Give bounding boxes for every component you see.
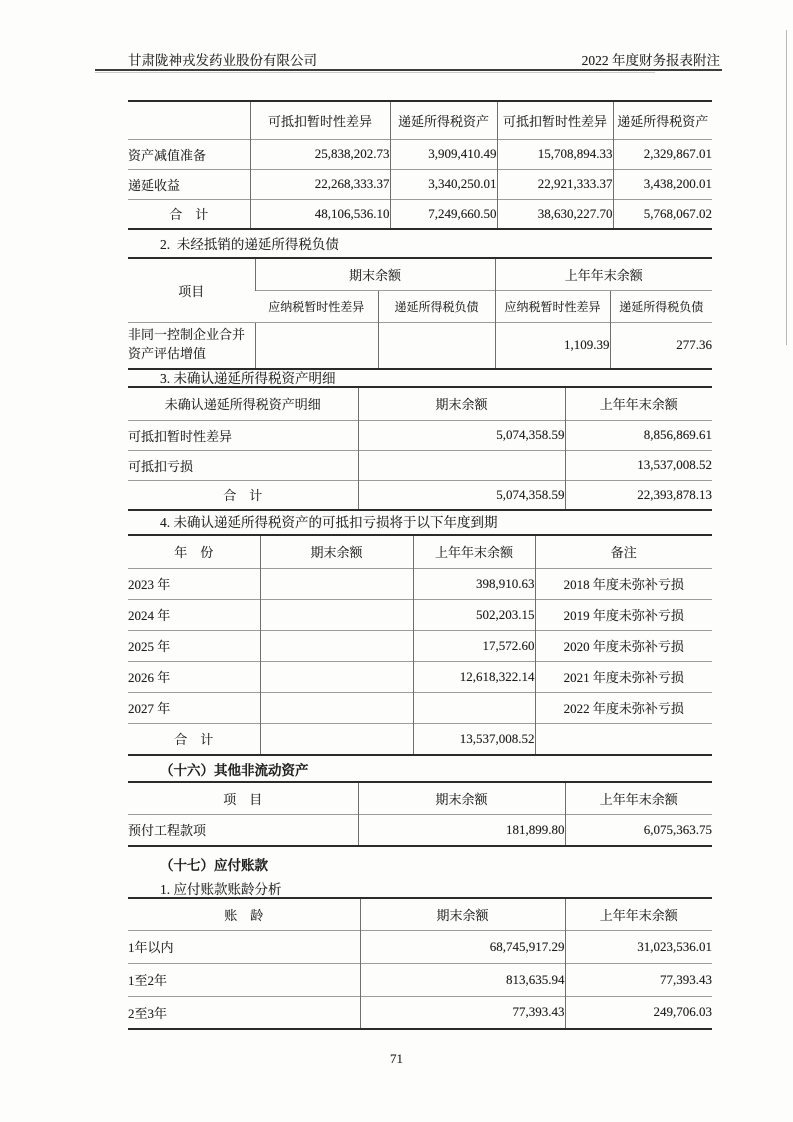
column-header: 上年年末余额: [565, 387, 712, 420]
cell-value: 502,203.15: [413, 599, 535, 630]
cell-value: 3,340,250.01: [390, 169, 497, 199]
header-rule-echo: [95, 72, 655, 73]
column-header: 递延所得税资产: [390, 101, 497, 139]
table-row: [128, 169, 712, 199]
cell-value: 181,899.80: [358, 814, 565, 846]
row-label: 2至3年: [128, 996, 360, 1029]
total-row: [128, 480, 712, 510]
table-row: [128, 814, 712, 846]
table-row: [128, 661, 712, 692]
column-header: 项目: [178, 283, 205, 299]
column-header: 年 份: [174, 545, 214, 561]
cell-value: 22,393,878.13: [565, 480, 712, 510]
cell-value: 68,745,917.29: [360, 930, 565, 963]
cell-value: 2,329,867.01: [613, 139, 712, 169]
row-label: 2023 年: [128, 568, 260, 599]
deferred-tax-liabilities-table: [128, 257, 712, 370]
row-label: 合 计: [128, 480, 358, 510]
total-row: [128, 723, 712, 755]
table-header-row: [128, 101, 712, 139]
remark-cell: 2022 年度未弥补亏损: [535, 692, 712, 723]
table-row: [128, 420, 712, 450]
section-heading-17: （十七）应付账款: [160, 858, 268, 873]
cell-value: 22,921,333.37: [497, 169, 613, 199]
document-title: 2022 年度财务报表附注: [581, 53, 720, 68]
table-header-row: [128, 258, 712, 290]
table-row: [128, 322, 712, 369]
remark-cell: 2020 年度未弥补亏损: [535, 630, 712, 661]
cell-value: [260, 630, 413, 661]
cell-value: [255, 322, 378, 369]
unrecognized-dta-table: [128, 386, 712, 511]
cell-value: 77,393.43: [360, 996, 565, 1029]
row-label: 预付工程款项: [128, 814, 358, 846]
cell-value: 8,856,869.61: [565, 420, 712, 450]
row-label: 可抵扣亏损: [128, 450, 358, 480]
section-heading-17-1: 1. 应付账款账龄分析: [160, 882, 282, 897]
column-group-header: 上年年末余额: [495, 258, 712, 290]
column-header: 项 目: [223, 791, 263, 807]
cell-value: [260, 723, 413, 755]
cell-value: 3,909,410.49: [390, 139, 497, 169]
cell-value: 249,706.03: [565, 996, 712, 1029]
deductible-losses-expiry-table: [128, 534, 712, 756]
column-header: 未确认递延所得税资产明细: [164, 397, 321, 413]
cell-value: 6,075,363.75: [565, 814, 712, 846]
table-row: [128, 692, 712, 723]
row-label: 合 计: [128, 723, 260, 755]
table-row: [128, 599, 712, 630]
table-header-row: [128, 387, 712, 420]
cell-value: [413, 692, 535, 723]
column-header: 期末余额: [358, 782, 565, 814]
section-heading-3: 3. 未确认递延所得税资产明细: [160, 371, 336, 386]
cell-value: 5,074,358.59: [358, 420, 565, 450]
column-header: 账 龄: [224, 907, 264, 923]
column-header: 上年年末余额: [413, 535, 535, 568]
cell-value: 7,249,660.50: [390, 199, 497, 229]
row-label: 2026 年: [128, 661, 260, 692]
table-header-row: [128, 898, 712, 930]
column-header: 期末余额: [358, 387, 565, 420]
table-header-row: [128, 535, 712, 568]
cell-value: 5,768,067.02: [613, 199, 712, 229]
cell-value: [358, 450, 565, 480]
cell-value: 813,635.94: [360, 963, 565, 996]
row-label: 递延收益: [128, 169, 250, 199]
cell-value: 15,708,894.33: [497, 139, 613, 169]
table-row: [128, 568, 712, 599]
table-row: [128, 450, 712, 480]
column-header: [128, 101, 250, 139]
table-header-row: [128, 782, 712, 814]
cell-value: 38,630,227.70: [497, 199, 613, 229]
cell-value: [260, 692, 413, 723]
column-header: 期末余额: [260, 535, 413, 568]
remark-cell: [535, 723, 712, 755]
cell-value: 13,537,008.52: [565, 450, 712, 480]
cell-value: [260, 661, 413, 692]
row-label: 2025 年: [128, 630, 260, 661]
column-group-header: 期末余额: [255, 258, 495, 290]
accounts-payable-aging-table: [128, 897, 712, 1030]
column-header: 递延所得税负债: [610, 290, 712, 322]
deferred-tax-assets-table: [128, 100, 712, 230]
table-row: [128, 963, 712, 996]
cell-value: 398,910.63: [413, 568, 535, 599]
cell-value: 12,618,322.14: [413, 661, 535, 692]
section-heading-4: 4. 未确认递延所得税资产的可抵扣亏损将于以下年度到期: [160, 515, 498, 530]
column-header: 应纳税暂时性差异: [255, 290, 378, 322]
column-header: 应纳税暂时性差异: [495, 290, 610, 322]
table-row: [128, 996, 712, 1029]
column-header: 递延所得税负债: [378, 290, 495, 322]
cell-value: [260, 568, 413, 599]
cell-value: 277.36: [610, 322, 712, 369]
cell-value: 1,109.39: [495, 322, 610, 369]
cell-value: 31,023,536.01: [565, 930, 712, 963]
table-row: [128, 139, 712, 169]
remark-cell: 2019 年度未弥补亏损: [535, 599, 712, 630]
row-label: 2027 年: [128, 692, 260, 723]
column-header: 上年年末余额: [565, 782, 712, 814]
row-label: 可抵扣暂时性差异: [128, 420, 358, 450]
column-header: 备注: [535, 535, 712, 568]
section-heading-2: 2. 未经抵销的递延所得税负债: [160, 237, 339, 252]
table-row: [128, 630, 712, 661]
cell-value: 3,438,200.01: [613, 169, 712, 199]
cell-value: 77,393.43: [565, 963, 712, 996]
remark-cell: 2018 年度未弥补亏损: [535, 568, 712, 599]
cell-value: [260, 599, 413, 630]
cell-value: 22,268,333.37: [250, 169, 390, 199]
row-label: 资产减值准备: [128, 139, 250, 169]
column-header: 可抵扣暂时性差异: [497, 101, 613, 139]
section-heading-16: （十六）其他非流动资产: [160, 763, 309, 778]
row-label: 1至2年: [128, 963, 360, 996]
column-header: 期末余额: [360, 898, 565, 930]
cell-value: 25,838,202.73: [250, 139, 390, 169]
cell-value: 48,106,536.10: [250, 199, 390, 229]
company-name: 甘肃陇神戎发药业股份有限公司: [128, 53, 317, 68]
column-header: 递延所得税资产: [613, 101, 712, 139]
cell-value: 17,572.60: [413, 630, 535, 661]
cell-value: 5,074,358.59: [358, 480, 565, 510]
scan-edge-artifact: [786, 30, 787, 345]
total-row: [128, 199, 712, 229]
row-label: 非同一控制企业合并资产评估增值: [128, 322, 255, 369]
row-label: 合 计: [128, 199, 250, 229]
other-noncurrent-assets-table: [128, 781, 712, 847]
column-header: 可抵扣暂时性差异: [250, 101, 390, 139]
page-number: 71: [390, 1051, 403, 1066]
column-header: 上年年末余额: [565, 898, 712, 930]
table-row: [128, 930, 712, 963]
row-label: 2024 年: [128, 599, 260, 630]
cell-value: [378, 322, 495, 369]
cell-value: 13,537,008.52: [413, 723, 535, 755]
remark-cell: 2021 年度未弥补亏损: [535, 661, 712, 692]
header-rule: [95, 69, 722, 71]
row-label: 1年以内: [128, 930, 360, 963]
